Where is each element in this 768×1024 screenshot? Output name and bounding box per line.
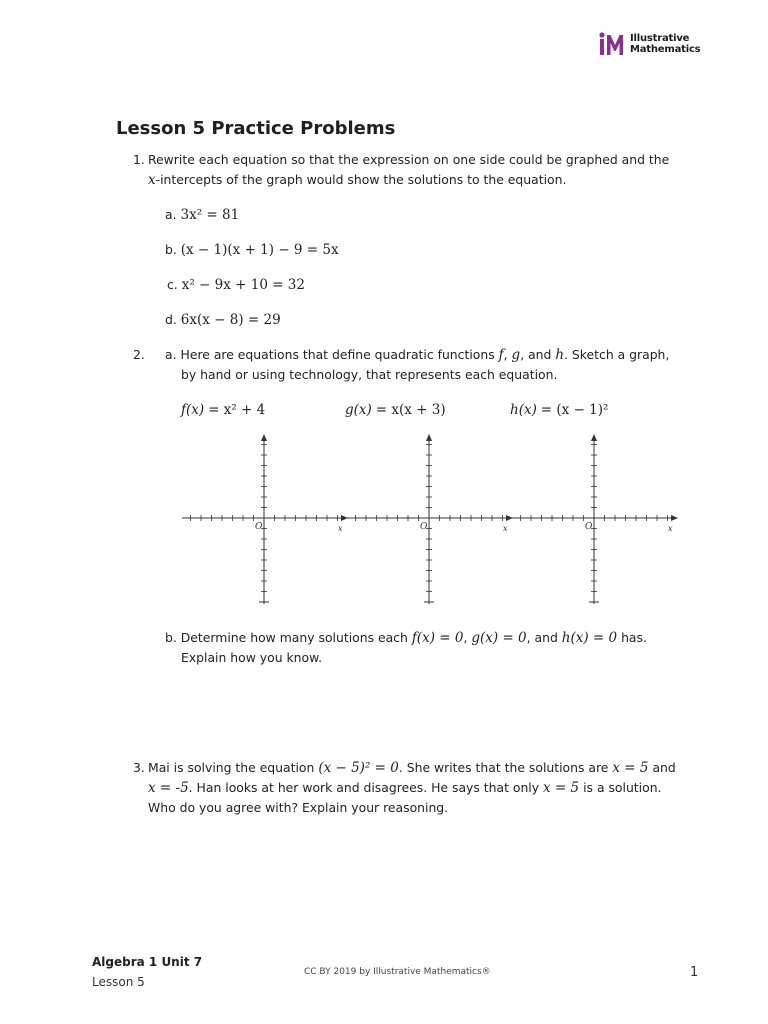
im-logo-icon xyxy=(598,32,626,56)
problem1-number: 1. xyxy=(133,152,145,167)
problem1b xyxy=(165,240,339,260)
logo-line1: Illustrative xyxy=(630,33,690,44)
footer-lesson: Lesson 5 xyxy=(92,975,145,989)
logo-text xyxy=(630,33,720,55)
problem1-line2-text: -intercepts of the graph would show the solutions to the equation. xyxy=(155,172,567,187)
h-variable: h xyxy=(555,347,565,363)
problem3-line3: Who do you agree with? Explain your reasoning. xyxy=(148,800,449,815)
function-expr: = (x − 1)² xyxy=(540,402,609,418)
x-variable: x xyxy=(148,172,156,188)
equation: x = 5 xyxy=(612,760,649,776)
footer-unit: Algebra 1 Unit 7 xyxy=(92,955,203,969)
blank-graph-h[interactable] xyxy=(510,432,680,608)
footer-license: CC BY 2019 by Illustrative Mathematics® xyxy=(304,967,491,977)
equation: 6x(x − 8) = 29 xyxy=(180,312,281,328)
problem3-line2 xyxy=(148,778,661,798)
text: , xyxy=(503,347,508,362)
y-axis-arrow xyxy=(426,434,432,441)
origin-label: O xyxy=(420,522,428,532)
problem2b-line1 xyxy=(165,628,647,648)
problem1-line1: Rewrite each equation so that the expression on one side could be graphed and the xyxy=(148,152,670,167)
x-axis-label: x xyxy=(503,524,508,533)
text: . She writes that the solutions are xyxy=(398,760,609,775)
problem2a-line2: by hand or using technology, that represents each equation. xyxy=(181,367,558,382)
equation: (x − 5)² = 0 xyxy=(318,760,399,776)
logo-line2: Mathematics xyxy=(630,44,701,55)
equation: 3x² = 81 xyxy=(180,207,240,223)
blank-graph-f[interactable] xyxy=(180,432,350,608)
origin-label: O xyxy=(585,522,593,532)
equation: (x − 1)(x + 1) − 9 = 5x xyxy=(180,242,339,258)
g-variable: g xyxy=(511,347,521,363)
problem1a xyxy=(165,205,239,225)
problem3-number: 3. xyxy=(133,760,145,775)
part-label: b. xyxy=(165,242,177,257)
text: Determine how many solutions each xyxy=(180,630,408,645)
y-axis-arrow xyxy=(261,434,267,441)
equation: f(x) = 0 xyxy=(411,630,464,646)
text: and xyxy=(652,760,676,775)
page-number: 1 xyxy=(690,965,699,980)
problem2b-line2: Explain how you know. xyxy=(181,650,323,665)
text: has. xyxy=(621,630,647,645)
function-f xyxy=(181,400,265,420)
equation: g(x) = 0 xyxy=(471,630,527,646)
equation: h(x) = 0 xyxy=(561,630,618,646)
part-label: d. xyxy=(165,312,177,327)
x-axis-label: x xyxy=(338,524,343,533)
x-axis-label: x xyxy=(668,524,673,533)
part-label: b. xyxy=(165,630,177,645)
function-h xyxy=(510,400,608,420)
text: Mai is solving the equation xyxy=(148,760,315,775)
text: . Sketch a graph, xyxy=(564,347,670,362)
problem1c xyxy=(167,275,305,295)
text: is a solution. xyxy=(583,780,662,795)
page-title: Lesson 5 Practice Problems xyxy=(116,118,396,139)
text: , and xyxy=(526,630,558,645)
part-label: c. xyxy=(167,277,178,292)
problem1d xyxy=(165,310,281,330)
function-name: f(x) xyxy=(181,402,205,418)
function-name: h(x) xyxy=(510,402,537,418)
problem3-line1 xyxy=(148,758,676,778)
equation: x² − 9x + 10 = 32 xyxy=(181,277,305,293)
function-expr: = x(x + 3) xyxy=(375,402,446,418)
part-label: a. xyxy=(165,347,177,362)
equation: x = 5 xyxy=(543,780,580,796)
equation: x = -5 xyxy=(148,780,189,796)
text: Here are equations that define quadratic functions xyxy=(180,347,495,362)
problem2a-line1 xyxy=(165,345,669,365)
y-axis-arrow xyxy=(591,434,597,441)
part-label: a. xyxy=(165,207,177,222)
blank-graph-g[interactable] xyxy=(345,432,515,608)
origin-label: O xyxy=(255,522,263,532)
problem2-number: 2. xyxy=(133,347,145,362)
function-g xyxy=(345,400,446,420)
f-variable: f xyxy=(498,347,504,363)
x-axis-arrow xyxy=(671,515,678,521)
text: , xyxy=(463,630,468,645)
text: . Han looks at her work and disagrees. He says that only xyxy=(188,780,540,795)
problem1-line2 xyxy=(148,170,566,190)
text: , and xyxy=(520,347,552,362)
function-expr: = x² + 4 xyxy=(208,402,266,418)
function-name: g(x) xyxy=(345,402,372,418)
